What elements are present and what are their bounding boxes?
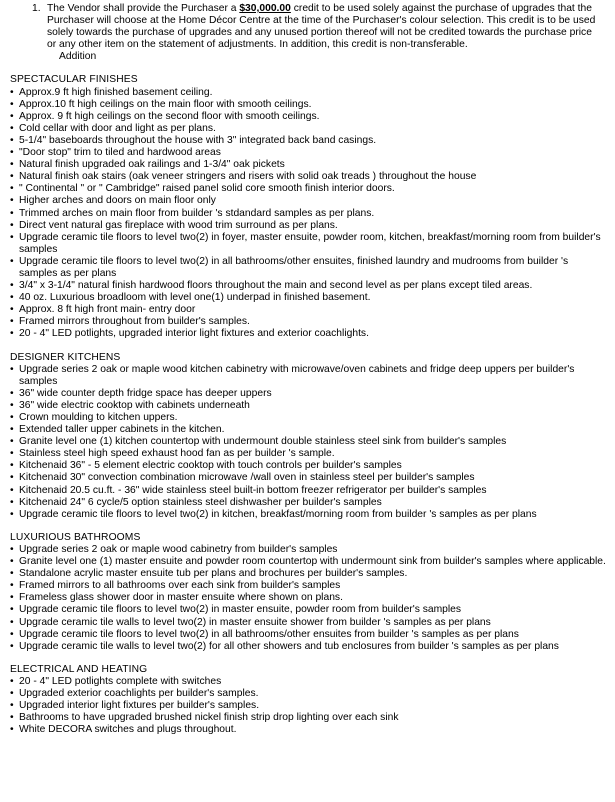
feature-list-item: • Cold cellar with door and light as per plans.: [10, 123, 607, 135]
feature-list-item: • Granite level one (1) master ensuite and powder room countertop with undermount sink from builder's samples where applicable.: [10, 556, 607, 568]
credit-clause: [10, 0, 603, 63]
feature-list-item: • Kitchenaid 20.5 cu.ft. - 36" wide stainless steel built-in bottom freezer refrigerator per builder's samples: [10, 485, 607, 497]
feature-list-item: • 5-1/4" baseboards throughout the house with 3" integrated back band casings.: [10, 135, 607, 147]
feature-list-item: • Trimmed arches on main floor from builder 's stdandard samples as per plans.: [10, 208, 607, 220]
feature-list-item: • Framed mirrors throughout from builder's samples.: [10, 316, 607, 328]
feature-list-item: • Upgrade ceramic tile floors to level two(2) in kitchen, breakfast/morning room from builder 's samples as per plans: [10, 509, 607, 521]
feature-sections: [10, 74, 607, 736]
feature-section: [10, 532, 607, 653]
credit-amount: $30,000.00: [239, 3, 291, 14]
feature-list-item: • Kitchenaid 24" 6 cycle/5 option stainless steel dishwasher per builder's samples: [10, 497, 607, 509]
clause-text-start: The Vendor shall provide the Purchaser a: [47, 3, 240, 14]
feature-list-item: • Standalone acrylic master ensuite tub per plans and brochures per builder's samples.: [10, 568, 607, 580]
feature-list-item: • Crown moulding to kitchen uppers.: [10, 412, 607, 424]
section-title: SPECTACULAR FINISHES: [10, 74, 138, 86]
feature-list-item: • Approx.9 ft high finished basement ceiling.: [10, 87, 607, 99]
feature-list-item: • Upgraded exterior coachlights per builder's samples.: [10, 688, 607, 700]
feature-list-item: • Kitchenaid 30" convection combination microwave /wall oven in stainless steel per builder's samples: [10, 472, 607, 484]
feature-list-item: • Natural finish oak stairs (oak veneer stringers and risers with solid oak treads ) throughout the house: [10, 171, 607, 183]
feature-list-item: • Bathrooms to have upgraded brushed nickel finish strip drop lighting over each sink: [10, 712, 607, 724]
feature-list-item: • Natural finish upgraded oak railings and 1-3/4" oak pickets: [10, 159, 607, 171]
feature-list-item: • 20 - 4" LED potlights, upgraded interior light fixtures and exterior coachlights.: [10, 328, 607, 340]
feature-list-item: • 36" wide counter depth fridge space has deeper uppers: [10, 388, 607, 400]
clause-text-end: credit to be used solely against the purchase of upgrades that the Purchaser will choose at the Home Décor Centre at the time of the Purchaser's colour selection. This credit is to be used solely towards the purchase of upgrades and any unused portion thereof will not be credited towards the purchase price or any other item on the statement of adjustments. In addition, this credit is non-transferable.: [47, 3, 596, 51]
section-title: ELECTRICAL AND HEATING: [10, 663, 148, 675]
feature-list-item: • Upgrade ceramic tile floors to level two(2) in all bathrooms/other ensuites from builder 's samples as per plans: [10, 629, 607, 641]
feature-list-item: • " Continental " or " Cambridge" raised panel solid core smooth finish interior doors.: [10, 183, 607, 195]
feature-list-item: • Direct vent natural gas fireplace with wood trim surround as per plans.: [10, 220, 607, 232]
feature-list-item: • 20 - 4" LED potlights complete with switches: [10, 676, 607, 688]
feature-list-item: • Upgrade ceramic tile floors to level two(2) in all bathrooms/other ensuites, finished laundry and mudrooms from builder 's samples as per plans: [10, 256, 607, 280]
feature-list-item: • Upgrade ceramic tile floors to level two(2) in foyer, master ensuite, powder room, kitchen, breakfast/morning room from builder's samples: [10, 232, 607, 256]
clause-number: 1.: [32, 3, 41, 14]
feature-section: [10, 74, 607, 340]
feature-section: [10, 352, 607, 521]
feature-list: [10, 544, 607, 653]
feature-list-item: • Extended taller upper cabinets in the kitchen.: [10, 424, 607, 436]
feature-list-item: • Approx. 9 ft high ceilings on the second floor with smooth ceilings.: [10, 111, 607, 123]
feature-list-item: • Granite level one (1) kitchen countertop with undermount double stainless steel sink from builder's samples: [10, 436, 607, 448]
feature-list-item: • Kitchenaid 36" - 5 element electric cooktop with touch controls per builder's samples: [10, 460, 607, 472]
feature-list-item: • 3/4" x 3-1/4" natural finish hardwood floors throughout the main and second level as per plans except tiled areas.: [10, 280, 607, 292]
feature-list-item: • Stainless steel high speed exhaust hood fan as per builder 's sample.: [10, 448, 607, 460]
feature-list-item: • Upgrade series 2 oak or maple wood kitchen cabinetry with microwave/oven cabinets and fridge deep uppers per builder's samples: [10, 364, 607, 388]
feature-list-item: • White DECORA switches and plugs throughout.: [10, 724, 607, 736]
feature-list-item: • Upgrade series 2 oak or maple wood cabinetry from builder's samples: [10, 544, 607, 556]
feature-list-item: • Frameless glass shower door in master ensuite where shown on plans.: [10, 592, 607, 604]
feature-list-item: • Approx.10 ft high ceilings on the main floor with smooth ceilings.: [10, 99, 607, 111]
feature-list-item: • Upgrade ceramic tile walls to level two(2) for all other showers and tub enclosures from builder 's samples as per plans: [10, 641, 607, 653]
clause-text: [32, 3, 603, 51]
feature-list-item: • Higher arches and doors on main floor only: [10, 195, 607, 207]
feature-list-item: • "Door stop" trim to tiled and hardwood areas: [10, 147, 607, 159]
feature-list-item: • Framed mirrors to all bathrooms over each sink from builder's samples: [10, 580, 607, 592]
feature-list-item: • Approx. 8 ft high front main- entry door: [10, 304, 607, 316]
feature-list-item: • 40 oz. Luxurious broadloom with level one(1) underpad in finished basement.: [10, 292, 607, 304]
section-title: LUXURIOUS BATHROOMS: [10, 531, 141, 543]
feature-list-item: • 36" wide electric cooktop with cabinets underneath: [10, 400, 607, 412]
feature-section: [10, 664, 607, 737]
feature-list: [10, 364, 607, 521]
section-title: DESIGNER KITCHENS: [10, 351, 121, 363]
addition-label: Addition: [59, 51, 97, 63]
feature-list-item: • Upgrade ceramic tile floors to level two(2) in master ensuite, powder room from builder's samples: [10, 604, 607, 616]
feature-list: [10, 87, 607, 341]
feature-list-item: • Upgraded interior light fixtures per builder's samples.: [10, 700, 607, 712]
feature-list-item: • Upgrade ceramic tile walls to level two(2) in master ensuite shower from builder 's samples as per plans: [10, 617, 607, 629]
feature-list: [10, 676, 607, 736]
